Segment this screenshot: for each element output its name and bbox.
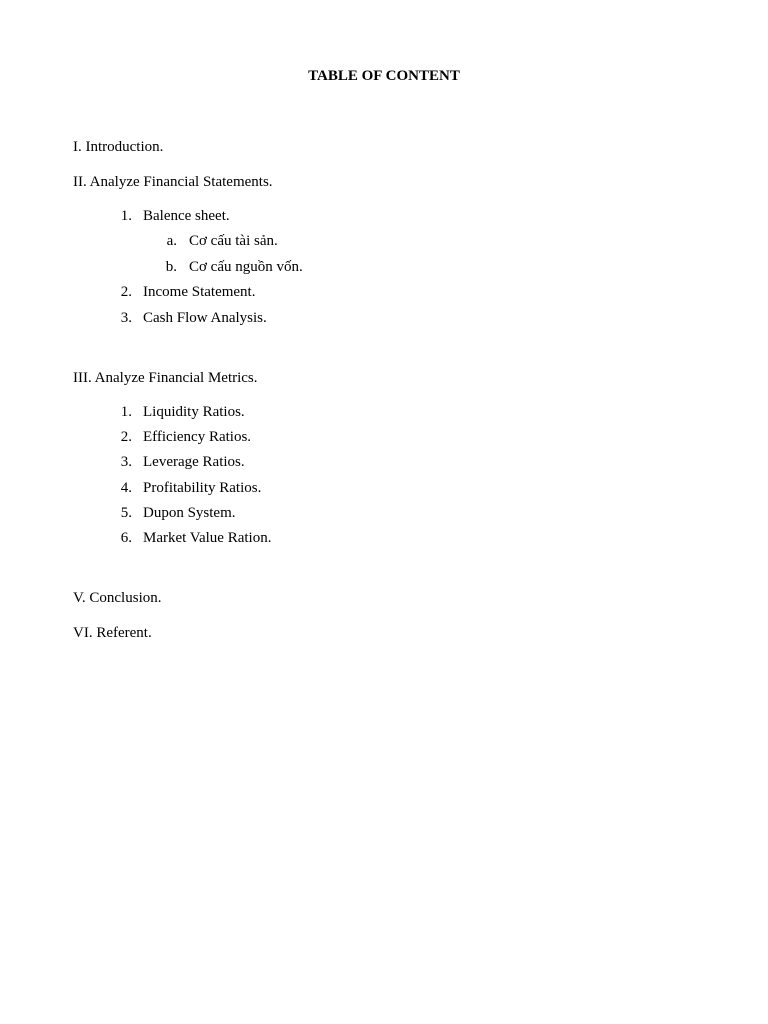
- sublist-item-asset-structure: Cơ cấu tài sản.: [189, 233, 278, 249]
- list-item-number: 1.: [120, 404, 132, 420]
- section-heading-conclusion: V. Conclusion.: [73, 590, 162, 606]
- list-item-number: 3.: [120, 310, 132, 326]
- sublist-item-letter: b.: [165, 259, 177, 275]
- list-item-liquidity-ratios: Liquidity Ratios.: [143, 404, 245, 420]
- section-heading-financial-statements: II. Analyze Financial Statements.: [73, 174, 273, 190]
- list-item-number: 3.: [120, 454, 132, 470]
- list-item-number: 5.: [120, 505, 132, 521]
- list-item-cash-flow-analysis: Cash Flow Analysis.: [143, 310, 267, 326]
- sublist-item-letter: a.: [166, 233, 177, 249]
- list-item-number: 2.: [120, 284, 132, 300]
- list-item-efficiency-ratios: Efficiency Ratios.: [143, 429, 252, 445]
- section-heading-introduction: I. Introduction.: [73, 139, 164, 155]
- list-item-number: 2.: [120, 429, 132, 445]
- list-item-dupon-system: Dupon System.: [143, 505, 236, 521]
- list-item-number: 1.: [120, 208, 132, 224]
- list-item-profitability-ratios: Profitability Ratios.: [143, 480, 262, 496]
- section-heading-financial-metrics: III. Analyze Financial Metrics.: [73, 370, 258, 386]
- list-item-market-value-ration: Market Value Ration.: [143, 530, 272, 546]
- list-item-balance-sheet: Balence sheet.: [143, 208, 230, 224]
- list-item-income-statement: Income Statement.: [143, 284, 256, 300]
- page-title: TABLE OF CONTENT: [308, 68, 460, 84]
- list-item-number: 6.: [120, 530, 132, 546]
- sublist-item-capital-structure: Cơ cấu nguồn vốn.: [189, 259, 303, 275]
- list-item-leverage-ratios: Leverage Ratios.: [143, 454, 245, 470]
- section-heading-referent: VI. Referent.: [73, 625, 152, 641]
- list-item-number: 4.: [120, 480, 132, 496]
